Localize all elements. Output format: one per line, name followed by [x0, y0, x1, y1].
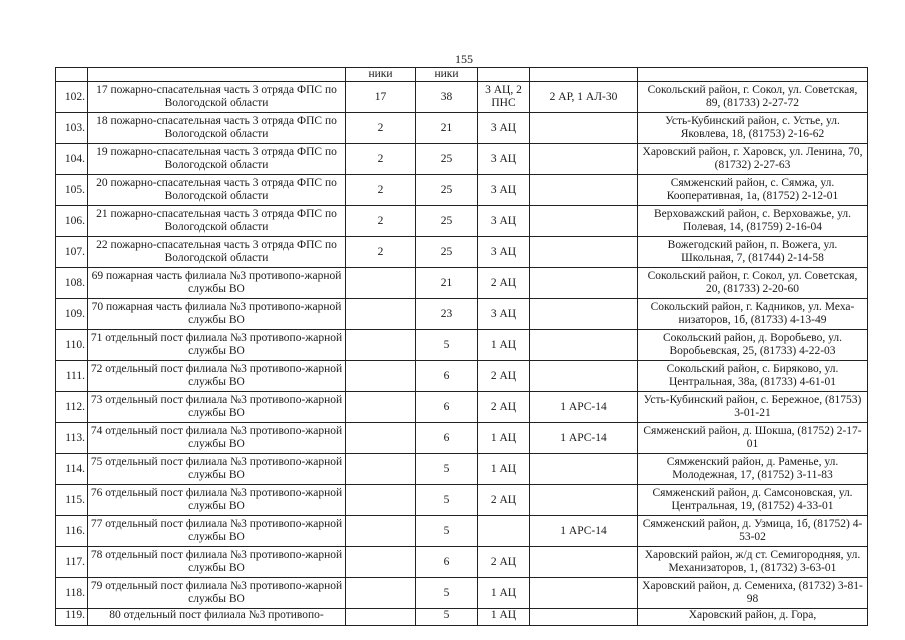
row-number-cell: 118.	[56, 578, 88, 609]
row-number-cell: 106.	[56, 206, 88, 237]
main-equipment-cell: 3 АЦ	[478, 299, 530, 330]
table-row	[56, 423, 868, 454]
main-equipment-cell: 2 АЦ	[478, 268, 530, 299]
personnel-count-cell: 6	[416, 547, 478, 578]
main-equipment-cell: 1 АЦ	[478, 454, 530, 485]
address-cell: Харовский район, д. Гора,	[638, 609, 868, 626]
special-equipment-cell: 1 АРС-14	[530, 516, 638, 547]
staff-count-cell	[346, 547, 416, 578]
header-cell: ники	[416, 68, 478, 82]
special-equipment-cell	[530, 485, 638, 516]
personnel-count-cell: 25	[416, 206, 478, 237]
special-equipment-cell	[530, 299, 638, 330]
row-number-cell: 108.	[56, 268, 88, 299]
main-equipment-cell: 1 АЦ	[478, 578, 530, 609]
personnel-count-cell: 21	[416, 268, 478, 299]
unit-name-cell: 69 пожарная часть филиала №3 противопо-жарной службы ВО	[88, 268, 346, 299]
unit-name-cell: 72 отдельный пост филиала №3 противопо-жарной службы ВО	[88, 361, 346, 392]
unit-name-cell: 19 пожарно-спасательная часть 3 отряда ФПС по Вологодской области	[88, 144, 346, 175]
personnel-count-cell: 6	[416, 361, 478, 392]
row-number-cell: 115.	[56, 485, 88, 516]
address-cell: Сямженский район, д. Шокша, (81752) 2-17-01	[638, 423, 868, 454]
unit-name-cell: 75 отдельный пост филиала №3 противопо-жарной службы ВО	[88, 454, 346, 485]
staff-count-cell: 2	[346, 206, 416, 237]
unit-name-cell: 22 пожарно-спасательная часть 3 отряда ФПС по Вологодской области	[88, 237, 346, 268]
special-equipment-cell	[530, 113, 638, 144]
address-cell: Вожегодский район, п. Вожега, ул. Школьная, 7, (81744) 2-14-58	[638, 237, 868, 268]
header-cell: ники	[346, 68, 416, 82]
unit-name-cell: 20 пожарно-спасательная часть 3 отряда ФПС по Вологодской области	[88, 175, 346, 206]
personnel-count-cell: 5	[416, 516, 478, 547]
main-equipment-cell: 1 АЦ	[478, 423, 530, 454]
unit-name-cell: 74 отдельный пост филиала №3 противопо-жарной службы ВО	[88, 423, 346, 454]
row-number-cell: 116.	[56, 516, 88, 547]
special-equipment-cell	[530, 361, 638, 392]
special-equipment-cell: 1 АРС-14	[530, 392, 638, 423]
unit-name-cell: 78 отдельный пост филиала №3 противопо-жарной службы ВО	[88, 547, 346, 578]
staff-count-cell	[346, 423, 416, 454]
special-equipment-cell	[530, 175, 638, 206]
personnel-count-cell: 6	[416, 423, 478, 454]
personnel-count-cell: 25	[416, 237, 478, 268]
table-row	[56, 547, 868, 578]
personnel-count-cell: 25	[416, 144, 478, 175]
row-number-cell: 107.	[56, 237, 88, 268]
staff-count-cell: 2	[346, 113, 416, 144]
row-number-cell: 111.	[56, 361, 88, 392]
main-equipment-cell	[478, 516, 530, 547]
address-cell: Сямженский район, с. Сямжа, ул. Кооперативная, 1а, (81752) 2-12-01	[638, 175, 868, 206]
table-row	[56, 206, 868, 237]
special-equipment-cell	[530, 609, 638, 626]
row-number-cell: 119.	[56, 609, 88, 626]
main-equipment-cell: 3 АЦ	[478, 175, 530, 206]
special-equipment-cell	[530, 144, 638, 175]
personnel-count-cell: 5	[416, 578, 478, 609]
header-cell	[88, 68, 346, 82]
table-row	[56, 113, 868, 144]
unit-name-cell: 17 пожарно-спасательная часть 3 отряда ФПС по Вологодской области	[88, 82, 346, 113]
address-cell: Харовский район, ж/д ст. Семигородняя, ул. Механизаторов, 1, (81732) 3-63-01	[638, 547, 868, 578]
address-cell: Верховажский район, с. Верховажье, ул. Полевая, 14, (81759) 2-16-04	[638, 206, 868, 237]
row-number-cell: 105.	[56, 175, 88, 206]
special-equipment-cell: 2 АР, 1 АЛ-30	[530, 82, 638, 113]
address-cell: Сокольский район, г. Кадников, ул. Меха-низаторов, 1б, (81733) 4-13-49	[638, 299, 868, 330]
address-cell: Усть-Кубинский район, с. Устье, ул. Яковлева, 18, (81753) 2-16-62	[638, 113, 868, 144]
special-equipment-cell	[530, 330, 638, 361]
unit-name-cell: 73 отдельный пост филиала №3 противопо-жарной службы ВО	[88, 392, 346, 423]
table-row	[56, 516, 868, 547]
main-equipment-cell: 3 АЦ	[478, 113, 530, 144]
table-row	[56, 82, 868, 113]
main-equipment-cell: 3 АЦ	[478, 144, 530, 175]
personnel-count-cell: 23	[416, 299, 478, 330]
personnel-count-cell: 5	[416, 485, 478, 516]
personnel-count-cell: 6	[416, 392, 478, 423]
staff-count-cell: 2	[346, 175, 416, 206]
personnel-count-cell: 38	[416, 82, 478, 113]
row-number-cell: 113.	[56, 423, 88, 454]
address-cell: Сокольский район, г. Сокол, ул. Советская, 89, (81733) 2-27-72	[638, 82, 868, 113]
row-number-cell: 110.	[56, 330, 88, 361]
address-cell: Сокольский район, с. Биряково, ул. Центральная, 38а, (81733) 4-61-01	[638, 361, 868, 392]
main-equipment-cell: 3 АЦ, 2 ПНС	[478, 82, 530, 113]
staff-count-cell	[346, 361, 416, 392]
unit-name-cell: 18 пожарно-спасательная часть 3 отряда ФПС по Вологодской области	[88, 113, 346, 144]
table-row	[56, 454, 868, 485]
table-row	[56, 330, 868, 361]
main-equipment-cell: 3 АЦ	[478, 206, 530, 237]
main-equipment-cell: 1 АЦ	[478, 609, 530, 626]
row-number-cell: 102.	[56, 82, 88, 113]
unit-name-cell: 21 пожарно-спасательная часть 3 отряда ФПС по Вологодской области	[88, 206, 346, 237]
special-equipment-cell	[530, 237, 638, 268]
address-cell: Сямженский район, д. Самсоновская, ул. Центральная, 19, (81752) 4-33-01	[638, 485, 868, 516]
main-equipment-cell: 2 АЦ	[478, 547, 530, 578]
personnel-count-cell: 25	[416, 175, 478, 206]
fire-units-table	[55, 67, 868, 626]
row-number-cell: 117.	[56, 547, 88, 578]
table-row	[56, 361, 868, 392]
personnel-count-cell: 21	[416, 113, 478, 144]
unit-name-cell: 80 отдельный пост филиала №3 противопо-	[88, 609, 346, 626]
staff-count-cell: 17	[346, 82, 416, 113]
header-cell	[56, 68, 88, 82]
row-number-cell: 109.	[56, 299, 88, 330]
table-row	[56, 268, 868, 299]
row-number-cell: 112.	[56, 392, 88, 423]
address-cell: Харовский район, д. Семениха, (81732) 3-81-98	[638, 578, 868, 609]
row-number-cell: 103.	[56, 113, 88, 144]
personnel-count-cell: 5	[416, 609, 478, 626]
main-equipment-cell: 2 АЦ	[478, 392, 530, 423]
special-equipment-cell: 1 АРС-14	[530, 423, 638, 454]
special-equipment-cell	[530, 547, 638, 578]
table-row	[56, 299, 868, 330]
unit-name-cell: 70 пожарная часть филиала №3 противопо-жарной службы ВО	[88, 299, 346, 330]
staff-count-cell	[346, 268, 416, 299]
unit-name-cell: 71 отдельный пост филиала №3 противопо-жарной службы ВО	[88, 330, 346, 361]
unit-name-cell: 77 отдельный пост филиала №3 противопо-жарной службы ВО	[88, 516, 346, 547]
address-cell: Сямженский район, д. Раменье, ул. Молодежная, 17, (81752) 3-11-83	[638, 454, 868, 485]
special-equipment-cell	[530, 454, 638, 485]
unit-name-cell: 79 отдельный пост филиала №3 противопо-жарной службы ВО	[88, 578, 346, 609]
header-cell	[638, 68, 868, 82]
staff-count-cell: 2	[346, 237, 416, 268]
personnel-count-cell: 5	[416, 330, 478, 361]
staff-count-cell: 2	[346, 144, 416, 175]
main-equipment-cell: 2 АЦ	[478, 361, 530, 392]
address-cell: Сокольский район, д. Воробьево, ул. Воробьевская, 25, (81733) 4-22-03	[638, 330, 868, 361]
staff-count-cell	[346, 578, 416, 609]
table-row	[56, 392, 868, 423]
staff-count-cell	[346, 516, 416, 547]
table-row	[56, 144, 868, 175]
page-number: 155	[455, 52, 473, 66]
table-row-partial	[56, 609, 868, 626]
table-row	[56, 485, 868, 516]
header-cell	[478, 68, 530, 82]
staff-count-cell	[346, 299, 416, 330]
main-equipment-cell: 3 АЦ	[478, 237, 530, 268]
special-equipment-cell	[530, 206, 638, 237]
row-number-cell: 104.	[56, 144, 88, 175]
header-cell	[530, 68, 638, 82]
address-cell: Усть-Кубинский район, с. Бережное, (81753) 3-01-21	[638, 392, 868, 423]
special-equipment-cell	[530, 268, 638, 299]
main-equipment-cell: 2 АЦ	[478, 485, 530, 516]
staff-count-cell	[346, 609, 416, 626]
main-equipment-cell: 1 АЦ	[478, 330, 530, 361]
table-header-row	[56, 68, 868, 82]
staff-count-cell	[346, 454, 416, 485]
table-row	[56, 237, 868, 268]
staff-count-cell	[346, 392, 416, 423]
table-row	[56, 175, 868, 206]
staff-count-cell	[346, 485, 416, 516]
address-cell: Харовский район, г. Харовск, ул. Ленина, 70, (81732) 2-27-63	[638, 144, 868, 175]
special-equipment-cell	[530, 578, 638, 609]
row-number-cell: 114.	[56, 454, 88, 485]
address-cell: Сямженский район, д. Узмица, 1б, (81752) 4-53-02	[638, 516, 868, 547]
unit-name-cell: 76 отдельный пост филиала №3 противопо-жарной службы ВО	[88, 485, 346, 516]
staff-count-cell	[346, 330, 416, 361]
table-row	[56, 578, 868, 609]
address-cell: Сокольский район, г. Сокол, ул. Советская, 20, (81733) 2-20-60	[638, 268, 868, 299]
personnel-count-cell: 5	[416, 454, 478, 485]
